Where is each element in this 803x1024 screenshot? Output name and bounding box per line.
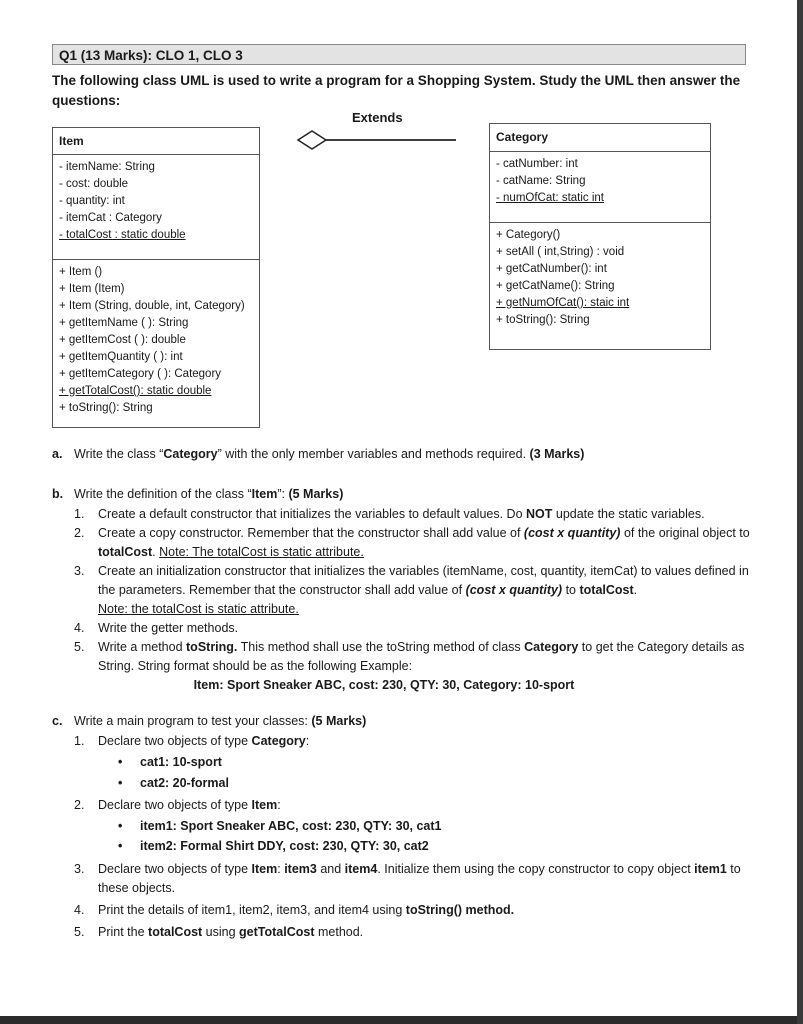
uml-method: + getCatName(): String xyxy=(496,280,615,292)
part-a-text-post: ” with the only member variables and methods required. xyxy=(217,447,527,461)
list-item xyxy=(74,524,754,562)
part-a-text: Write the class “ xyxy=(74,447,164,461)
list-item xyxy=(74,923,754,942)
list-bold: (cost x quantity) xyxy=(523,526,621,540)
list-item xyxy=(74,619,754,638)
part-b-text: Write the definition of the class “ xyxy=(74,487,252,501)
list-bold: totalCost xyxy=(579,583,634,597)
list-text: of the original object to xyxy=(620,526,750,540)
uml-item-class xyxy=(52,127,260,428)
uml-method: + getItemCost ( ): double xyxy=(59,334,186,346)
list-text: . xyxy=(152,545,160,559)
uml-method: + toString(): String xyxy=(59,402,153,414)
part-c-marks: (5 Marks) xyxy=(311,714,367,728)
list-text: Write the getter methods. xyxy=(98,621,239,635)
uml-item-title: Item xyxy=(53,128,259,155)
list-number: 5. xyxy=(74,640,85,654)
uml-method: + Category() xyxy=(496,229,561,241)
list-number: 2. xyxy=(74,526,85,540)
part-c-letter: c. xyxy=(52,714,63,728)
list-item xyxy=(74,505,754,524)
uml-attr: - catName: String xyxy=(496,175,586,187)
list-text: Declare two objects of type xyxy=(98,862,252,876)
list-text: Create a default constructor that initializes the variables to default values. Do xyxy=(98,507,527,521)
list-note: Note: the totalCost is static attribute. xyxy=(98,602,299,616)
list-bold: (cost x quantity) xyxy=(465,583,563,597)
list-text: using xyxy=(202,925,240,939)
list-item xyxy=(74,860,754,898)
list-text: and xyxy=(316,862,345,876)
tostring-example xyxy=(74,676,754,695)
uml-attr: - quantity: int xyxy=(59,195,125,207)
list-text: to get the Category details as String. String format should be as the following Example: xyxy=(98,640,745,673)
bullet-text: item1: Sport Sneaker ABC, cost: 230, QTY: 30, cat1 xyxy=(140,819,442,833)
bullet-text: cat1: 10-sport xyxy=(140,755,222,769)
list-text: : xyxy=(277,862,285,876)
part-b-class: Item xyxy=(251,487,278,501)
part-b-list xyxy=(74,505,754,695)
list-number: 3. xyxy=(74,564,85,578)
list-item xyxy=(74,901,754,920)
list-text: Declare two objects of type xyxy=(98,798,252,812)
part-c-list-3 xyxy=(74,860,754,942)
list-text: to these objects. xyxy=(98,862,741,895)
list-bold: toString() xyxy=(405,903,463,917)
list-number: 1. xyxy=(74,734,85,748)
list-text: to xyxy=(562,583,580,597)
right-border xyxy=(797,0,803,1024)
list-bold: getTotalCost xyxy=(239,925,315,939)
example-text: Item: Sport Sneaker ABC, cost: 230, QTY: 30, Category: 10-sport xyxy=(193,678,575,692)
part-b-text-post: ”: xyxy=(277,487,285,501)
part-c-list xyxy=(74,732,754,751)
list-number: 2. xyxy=(74,798,85,812)
uml-method: + getItemQuantity ( ): int xyxy=(59,351,183,363)
uml-attr: - numOfCat: static int xyxy=(496,192,605,204)
list-text: : xyxy=(277,798,281,812)
part-b xyxy=(52,485,343,504)
uml-method: + toString(): String xyxy=(496,314,590,326)
uml-category-attributes xyxy=(490,152,710,223)
uml-method: + getCatNumber(): int xyxy=(496,263,607,275)
uml-item-attributes xyxy=(53,155,259,260)
part-c-list-2 xyxy=(74,796,754,815)
bottom-border xyxy=(0,1016,803,1024)
list-text: Create an initialization constructor that initializes the variables (itemName, cost, quantity, itemCat) to values defined in the parameters. Remember that the constructor shall add value of xyxy=(98,564,749,597)
list-text: update the static variables. xyxy=(552,507,705,521)
uml-item-methods xyxy=(53,260,259,421)
list-bold: totalCost xyxy=(148,925,203,939)
list-bold: Category xyxy=(251,734,306,748)
list-bold: item1 xyxy=(694,862,727,876)
bullet-cat1: • cat1: 10-sport xyxy=(118,755,222,769)
bullet-item1: • item1: Sport Sneaker ABC, cost: 230, QTY: 30, cat1 xyxy=(118,819,442,833)
list-number: 3. xyxy=(74,862,85,876)
list-text: Print the details of item1, item2, item3, and item4 using xyxy=(98,903,406,917)
list-bold: NOT xyxy=(526,507,553,521)
part-a-class: Category xyxy=(163,447,218,461)
part-a-marks: (3 Marks) xyxy=(529,447,585,461)
list-text: Declare two objects of type xyxy=(98,734,252,748)
bullet-item2: • item2: Formal Shirt DDY, cost: 230, QTY: 30, cat2 xyxy=(118,839,429,853)
uml-attr: - itemCat : Category xyxy=(59,212,162,224)
list-number: 5. xyxy=(74,925,85,939)
uml-method: + getTotalCost(): static double xyxy=(59,385,212,397)
uml-method: + setAll ( int,String) : void xyxy=(496,246,625,258)
uml-method: + Item (Item) xyxy=(59,283,125,295)
list-bold: item3 xyxy=(284,862,317,876)
list-text: method. xyxy=(462,903,515,917)
list-item xyxy=(74,796,754,815)
uml-attr: - cost: double xyxy=(59,178,129,190)
uml-method: + getItemCategory ( ): Category xyxy=(59,368,222,380)
uml-category-methods xyxy=(490,223,710,333)
part-c-text: Write a main program to test your classes: xyxy=(74,714,308,728)
uml-method: + getNumOfCat(): staic int xyxy=(496,297,630,309)
list-text: Create a copy constructor. Remember that the constructor shall add value of xyxy=(98,526,524,540)
uml-category-title: Category xyxy=(490,124,710,152)
list-text: This method shall use the toString method of class xyxy=(237,640,525,654)
list-item xyxy=(74,732,754,751)
list-note: Note: The totalCost is static attribute. xyxy=(159,545,364,559)
list-text: . xyxy=(633,583,638,597)
bullet-cat2: • cat2: 20-formal xyxy=(118,776,229,790)
list-bold: toString. xyxy=(186,640,238,654)
list-number: 4. xyxy=(74,903,85,917)
uml-category-class xyxy=(489,123,711,350)
list-text: Print the xyxy=(98,925,149,939)
extends-label: Extends xyxy=(352,110,403,125)
list-bold: Category xyxy=(524,640,579,654)
question-header: Q1 (13 Marks): CLO 1, CLO 3 xyxy=(52,44,746,65)
list-bold: Item xyxy=(251,798,278,812)
uml-method: + Item () xyxy=(59,266,103,278)
uml-method: + Item (String, double, int, Category) xyxy=(59,300,245,312)
part-c xyxy=(52,712,366,731)
list-bold: item4 xyxy=(344,862,378,876)
list-text: Write a method xyxy=(98,640,187,654)
list-number: 4. xyxy=(74,621,85,635)
extends-arrow-icon xyxy=(296,127,458,153)
part-a-letter: a. xyxy=(52,447,63,461)
list-bold: totalCost xyxy=(98,545,153,559)
uml-attr: - totalCost : static double xyxy=(59,229,186,241)
list-item xyxy=(74,638,754,676)
list-bold: Item xyxy=(251,862,278,876)
uml-method: + getItemName ( ): String xyxy=(59,317,189,329)
bullet-text: item2: Formal Shirt DDY, cost: 230, QTY: 30, cat2 xyxy=(140,839,429,853)
part-b-marks: (5 Marks) xyxy=(288,487,344,501)
list-text: . Initialize them using the copy constructor to copy object xyxy=(377,862,695,876)
list-text: method. xyxy=(314,925,364,939)
part-b-letter: b. xyxy=(52,487,64,501)
list-item xyxy=(74,562,754,619)
list-number: 1. xyxy=(74,507,85,521)
list-text: : xyxy=(305,734,310,748)
bullet-text: cat2: 20-formal xyxy=(140,776,229,790)
intro-text: The following class UML is used to write a program for a Shopping System. Study the UML then answer the questions: xyxy=(52,73,741,108)
part-a xyxy=(52,445,584,464)
uml-attr: - itemName: String xyxy=(59,161,155,173)
uml-attr: - catNumber: int xyxy=(496,158,578,170)
